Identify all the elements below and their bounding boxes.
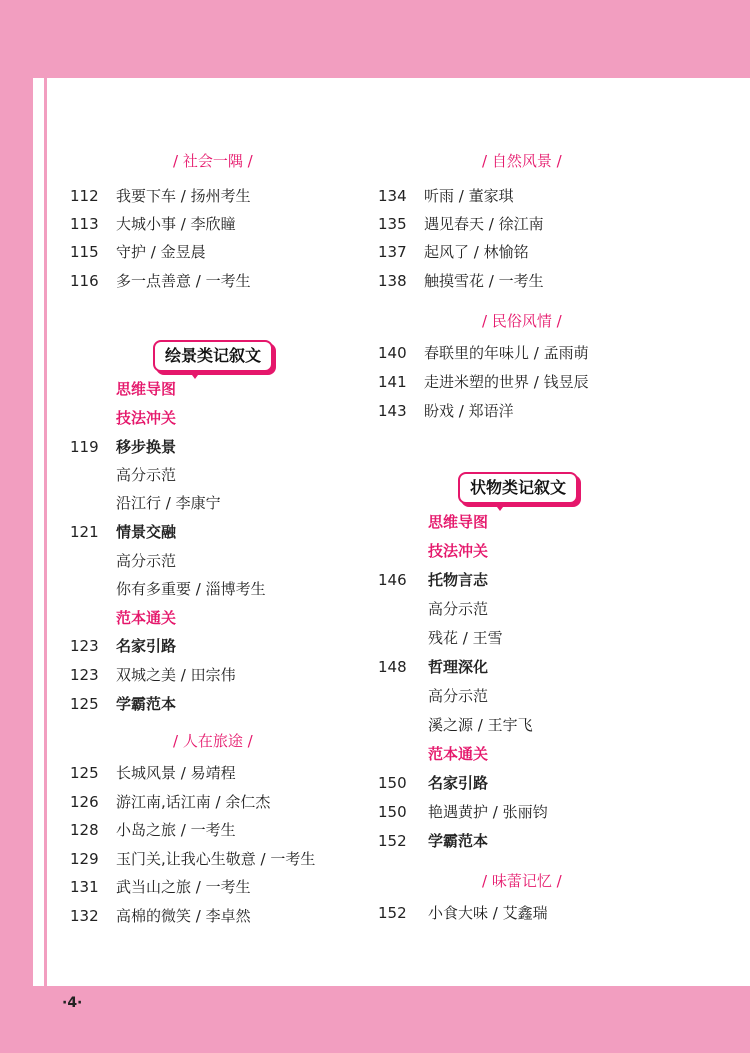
toc-subentry[interactable]: 残花 / 王雪 bbox=[428, 629, 503, 647]
toc-entry-skill[interactable]: 技法冲关 bbox=[116, 409, 177, 427]
toc-entry[interactable]: 115 守护 / 金昱晨 bbox=[70, 243, 206, 261]
toc-entry-model[interactable]: 范本通关 bbox=[116, 609, 177, 627]
toc-entry-mindmap[interactable]: 思维导图 bbox=[116, 380, 177, 398]
toc-entry[interactable]: 125 学霸范本 bbox=[70, 695, 177, 713]
toc-entry[interactable]: 129 玉门关,让我心生敬意 / 一考生 bbox=[70, 850, 316, 868]
toc-entry-model[interactable]: 范本通关 bbox=[428, 745, 489, 763]
category-heading: / 人在旅途 / bbox=[173, 732, 253, 750]
toc-entry[interactable]: 123 名家引路 bbox=[70, 637, 177, 655]
toc-subentry[interactable]: 溪之源 / 王宇飞 bbox=[428, 716, 533, 734]
tag-pointer bbox=[494, 503, 506, 511]
toc-entry[interactable]: 112 我要下车 / 扬州考生 bbox=[70, 187, 251, 205]
toc-subentry[interactable]: 高分示范 bbox=[116, 466, 177, 484]
toc-entry[interactable]: 125 长城风景 / 易靖程 bbox=[70, 764, 236, 782]
toc-entry[interactable]: 119 移步换景 bbox=[70, 438, 177, 456]
toc-entry-mindmap[interactable]: 思维导图 bbox=[428, 513, 489, 531]
section-tag: 状物类记叙文 bbox=[458, 472, 578, 504]
toc-entry[interactable]: 113 大城小事 / 李欣瞳 bbox=[70, 215, 236, 233]
toc-entry[interactable]: 135 遇见春天 / 徐江南 bbox=[378, 215, 544, 233]
section-tag: 绘景类记叙文 bbox=[153, 340, 273, 372]
toc-entry[interactable]: 141 走进米塑的世界 / 钱昱辰 bbox=[378, 373, 589, 391]
toc-entry[interactable]: 140 春联里的年味儿 / 孟雨萌 bbox=[378, 344, 589, 362]
category-heading: / 民俗风情 / bbox=[482, 312, 562, 330]
page-number: ·4· bbox=[62, 995, 83, 1011]
toc-entry[interactable]: 150 艳遇黄护 / 张丽钧 bbox=[378, 803, 548, 821]
toc-entry[interactable]: 150 名家引路 bbox=[378, 774, 489, 792]
toc-subentry[interactable]: 高分示范 bbox=[428, 600, 489, 618]
toc-entry[interactable]: 148 哲理深化 bbox=[378, 658, 489, 676]
toc-entry[interactable]: 143 盼戏 / 郑语洋 bbox=[378, 402, 514, 420]
toc-subentry[interactable]: 你有多重要 / 淄博考生 bbox=[116, 580, 266, 598]
toc-entry[interactable]: 116 多一点善意 / 一考生 bbox=[70, 272, 251, 290]
toc-entry[interactable]: 134 听雨 / 董家琪 bbox=[378, 187, 514, 205]
toc-entry[interactable]: 137 起风了 / 林愉铭 bbox=[378, 243, 529, 261]
category-heading: / 自然风景 / bbox=[482, 152, 562, 170]
tag-pointer bbox=[189, 371, 201, 379]
toc-entry[interactable]: 131 武当山之旅 / 一考生 bbox=[70, 878, 251, 896]
toc-entry[interactable]: 123 双城之美 / 田宗伟 bbox=[70, 666, 236, 684]
category-heading: / 社会一隅 / bbox=[173, 152, 253, 170]
toc-entry[interactable]: 121 情景交融 bbox=[70, 523, 177, 541]
category-heading: / 味蕾记忆 / bbox=[482, 872, 562, 890]
toc-subentry[interactable]: 高分示范 bbox=[116, 552, 177, 570]
toc-subentry[interactable]: 高分示范 bbox=[428, 687, 489, 705]
toc-entry[interactable]: 152 学霸范本 bbox=[378, 832, 489, 850]
toc-entry[interactable]: 126 游江南,话江南 / 余仁杰 bbox=[70, 793, 271, 811]
toc-entry[interactable]: 138 触摸雪花 / 一考生 bbox=[378, 272, 544, 290]
page-spine bbox=[44, 78, 47, 986]
toc-entry[interactable]: 132 高棉的微笑 / 李卓然 bbox=[70, 907, 251, 925]
toc-entry[interactable]: 152 小食大味 / 艾鑫瑞 bbox=[378, 904, 548, 922]
toc-entry[interactable]: 128 小岛之旅 / 一考生 bbox=[70, 821, 236, 839]
toc-entry-skill[interactable]: 技法冲关 bbox=[428, 542, 489, 560]
toc-subentry[interactable]: 沿江行 / 李康宁 bbox=[116, 494, 221, 512]
toc-entry[interactable]: 146 托物言志 bbox=[378, 571, 489, 589]
